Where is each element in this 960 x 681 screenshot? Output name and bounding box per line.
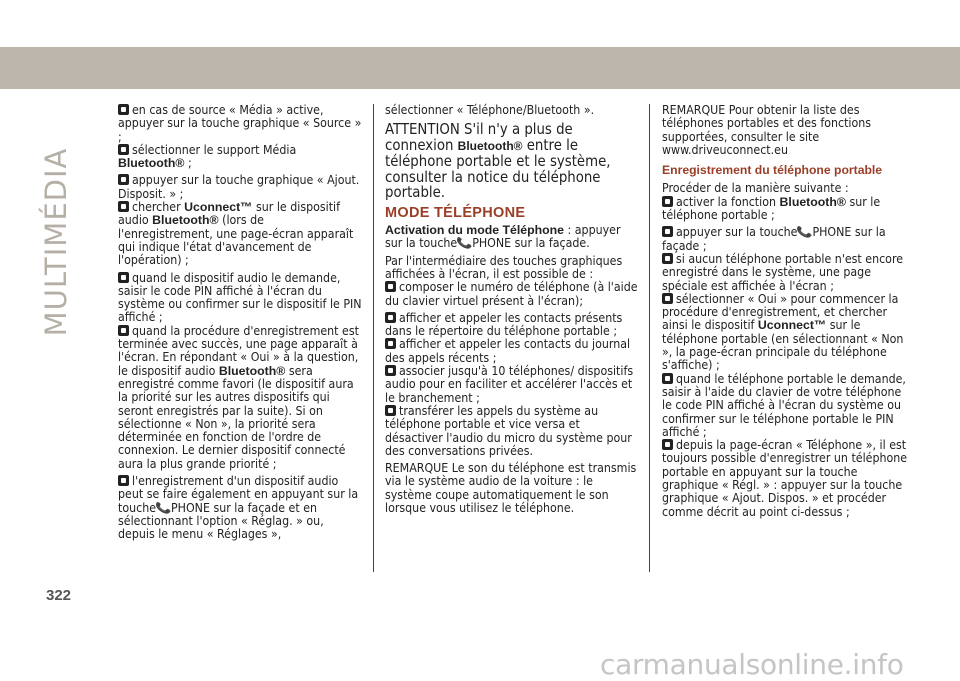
list-item: si aucun téléphone portable n'est encore enregistré dans le système, une page spéciale est affichée à l'écran ;	[662, 251, 904, 293]
paragraph: sélectionner « Téléphone/Bluetooth ».	[385, 103, 595, 117]
list-item: activer la fonction Bluetooth® sur le téléphone portable ;	[662, 194, 881, 223]
phone-icon: 📞	[796, 224, 814, 241]
column-middle	[385, 104, 639, 515]
bullet-icon	[662, 293, 673, 304]
bullet-icon	[385, 365, 396, 376]
bullet-icon	[662, 253, 673, 264]
bullet-icon	[118, 475, 129, 486]
bullet-icon	[662, 439, 673, 450]
remark-note: REMARQUE Le son du téléphone est transmis via le système audio de la voiture : le système coupe automatiquement le son lorsque vous utilisez le téléphone.	[385, 461, 637, 516]
subsection-heading: Enregistrement du téléphone portable	[662, 163, 883, 178]
paragraph: Par l'intermédiaire des touches graphiques affichées à l'écran, il est possible de :	[385, 253, 623, 281]
list-item: quand le dispositif audio le demande, saisir le code PIN affiché à l'écran du système ou confirmer sur le dispositif le PIN affiché ;	[118, 270, 362, 325]
header-band	[0, 47, 960, 89]
column-left	[118, 104, 362, 542]
column-divider	[373, 104, 374, 572]
column-divider	[649, 104, 650, 572]
bullet-icon	[118, 144, 129, 155]
list-item: chercher Uconnect™ sur le dispositif audio Bluetooth® (lors de l'enregistrement, une page-écran apparaît qui indique l'état d'avancement de l'opération) ;	[118, 200, 354, 268]
list-item: quand le téléphone portable le demande, saisir à l'aide du clavier de votre téléphone le code PIN affiché à l'écran du système ou confirmer sur le téléphone portable le PIN affiché ;	[662, 371, 906, 439]
bullet-icon	[385, 312, 396, 323]
bullet-icon	[118, 104, 129, 115]
attention-note: ATTENTION S'il n'y a plus de connexion Bluetooth® entre le téléphone portable et le système, consulter la notice du téléphone portable.	[385, 121, 611, 202]
list-item: sélectionner « Oui » pour commencer la procédure d'enregistrement, et chercher ainsi le dispositif Uconnect™ sur le téléphone portable (en sélectionnant « Non », la page-écran principale du téléphone s'affiche) ;	[662, 291, 904, 373]
section-side-label: MULTIMÉDIA	[39, 147, 73, 337]
list-item: composer le numéro de téléphone (à l'aide du clavier virtuel présent à l'écran);	[385, 280, 638, 308]
watermark: carmanualsonline.info	[600, 648, 904, 681]
list-item: transférer les appels du système au téléphone portable et vice versa et désactiver l'audio du micro du système pour des conversations privées.	[385, 403, 632, 458]
bullet-icon	[662, 373, 673, 384]
list-item: sélectionner le support Média Bluetooth® ;	[118, 142, 297, 171]
list-item: quand la procédure d'enregistrement est terminée avec succès, une page apparaît à l'écran. En répondant « Oui » à la question, le dispositif audio Bluetooth® sera enregistré comme favori (le dispositif aura la priorité sur les autres dispositifs qui seront enregistrés par la suite). Si on sélectionne « Non », la priorité sera déterminée en fonction de l'ordre de connexion. Le dernier dispositif connecté aura la plus grande priorité ;	[118, 323, 359, 471]
list-item: appuyer sur la touche graphique « Ajout. Disposit. » ;	[118, 173, 360, 201]
section-heading: MODE TÉLÉPHONE	[385, 204, 526, 221]
phone-icon: 📞	[154, 499, 172, 516]
list-item: afficher et appeler les contacts du journal des appels récents ;	[385, 337, 631, 365]
bullet-icon	[662, 196, 673, 207]
bullet-icon	[118, 325, 129, 336]
phone-icon: 📞	[456, 235, 474, 252]
bullet-icon	[118, 201, 129, 212]
list-item: associer jusqu'à 10 téléphones/ dispositifs audio pour en faciliter et accélérer l'accès et le branchement ;	[385, 364, 634, 405]
column-right	[662, 104, 910, 519]
page-number: 322	[46, 587, 72, 604]
paragraph: Procéder de la manière suivante :	[662, 181, 849, 196]
list-item: en cas de source « Média » active, appuyer sur la touche graphique « Source » ;	[118, 103, 362, 144]
bullet-icon	[385, 405, 396, 416]
bullet-icon	[385, 338, 396, 349]
list-item: appuyer sur la touche📞PHONE sur la façade ;	[662, 224, 886, 253]
list-item: l'enregistrement d'un dispositif audio peut se faire également en appuyant sur la touche📞PHONE sur la façade et en sélectionnant l'option « Réglag. » ou, depuis le menu « Réglages »,	[118, 474, 359, 542]
paragraph: Activation du mode Téléphone : appuyer sur la touche📞PHONE sur la façade.	[385, 223, 621, 252]
bullet-icon	[662, 226, 673, 237]
bullet-icon	[385, 281, 396, 292]
list-item: afficher et appeler les contacts présents dans le répertoire du téléphone portable ;	[385, 310, 623, 339]
list-item: depuis la page-écran « Téléphone », il est toujours possible d'enregistrer un téléphone portable en appuyant sur la touche graphique « Régl. » : appuyer sur la touche graphique « Ajout. Dispos. » et procéder comme décrit au point ci-dessus ;	[662, 438, 908, 519]
remark-note: REMARQUE Pour obtenir la liste des téléphones portables et des fonctions supportées, consulter le site www.driveuconnect.eu	[662, 103, 872, 157]
bullet-icon	[118, 272, 129, 283]
bullet-icon	[118, 174, 129, 185]
